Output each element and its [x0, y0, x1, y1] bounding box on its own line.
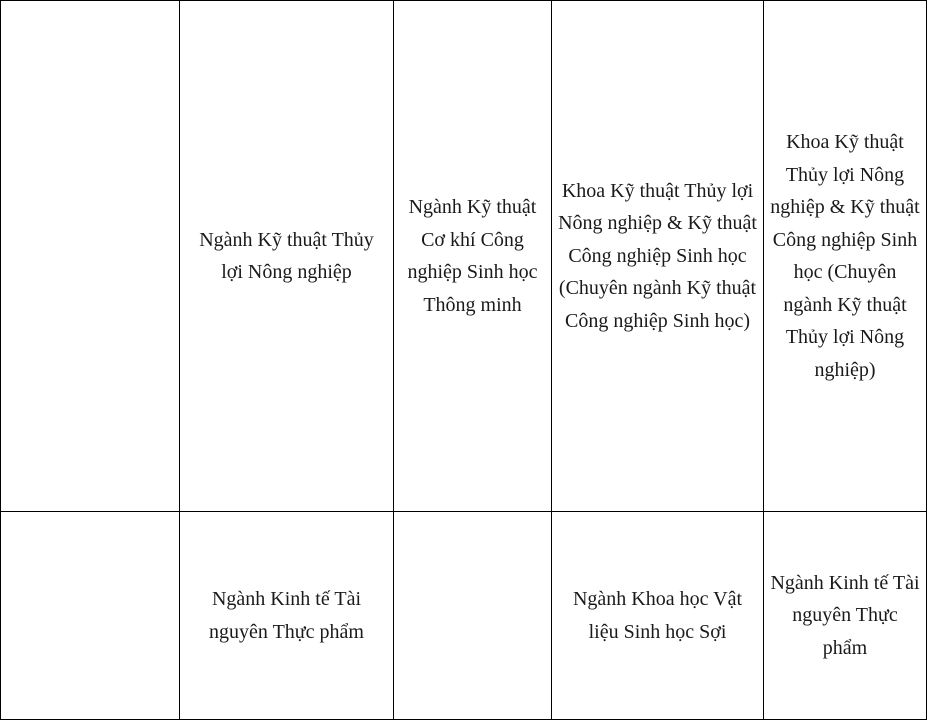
table-cell	[180, 1, 394, 512]
table-cell	[1, 512, 180, 720]
table-cell	[394, 1, 552, 512]
table-row	[1, 1, 927, 512]
cell-text: Ngành Kinh tế Tài nguyên Thực phẩm	[209, 588, 364, 643]
cell-text: Ngành Kỹ thuật Cơ khí Công nghiệp Sinh học Thông minh	[407, 196, 538, 316]
cell-text: Ngành Kinh tế Tài nguyên Thực phẩm	[770, 571, 920, 659]
table-cell	[764, 512, 927, 720]
table-cell	[394, 512, 552, 720]
table-cell	[764, 1, 927, 512]
table-cell	[552, 512, 764, 720]
cell-text: Ngành Khoa học Vật liệu Sinh học Sợi	[572, 588, 743, 643]
cell-text: Khoa Kỹ thuật Thủy lợi Nông nghiệp & Kỹ thuật Công nghiệp Sinh học (Chuyên ngành Kỹ thuật Công nghiệp Sinh học)	[558, 179, 757, 332]
cell-text: Khoa Kỹ thuật Thủy lợi Nông nghiệp & Kỹ thuật Công nghiệp Sinh học (Chuyên ngành Kỹ thuật Thủy lợi Nông nghiệp)	[770, 131, 920, 381]
table-row	[1, 512, 927, 720]
cell-text: Ngành Kỹ thuật Thủy lợi Nông nghiệp	[199, 228, 374, 283]
table-cell	[552, 1, 764, 512]
table-cell	[180, 512, 394, 720]
table-cell	[1, 1, 180, 512]
